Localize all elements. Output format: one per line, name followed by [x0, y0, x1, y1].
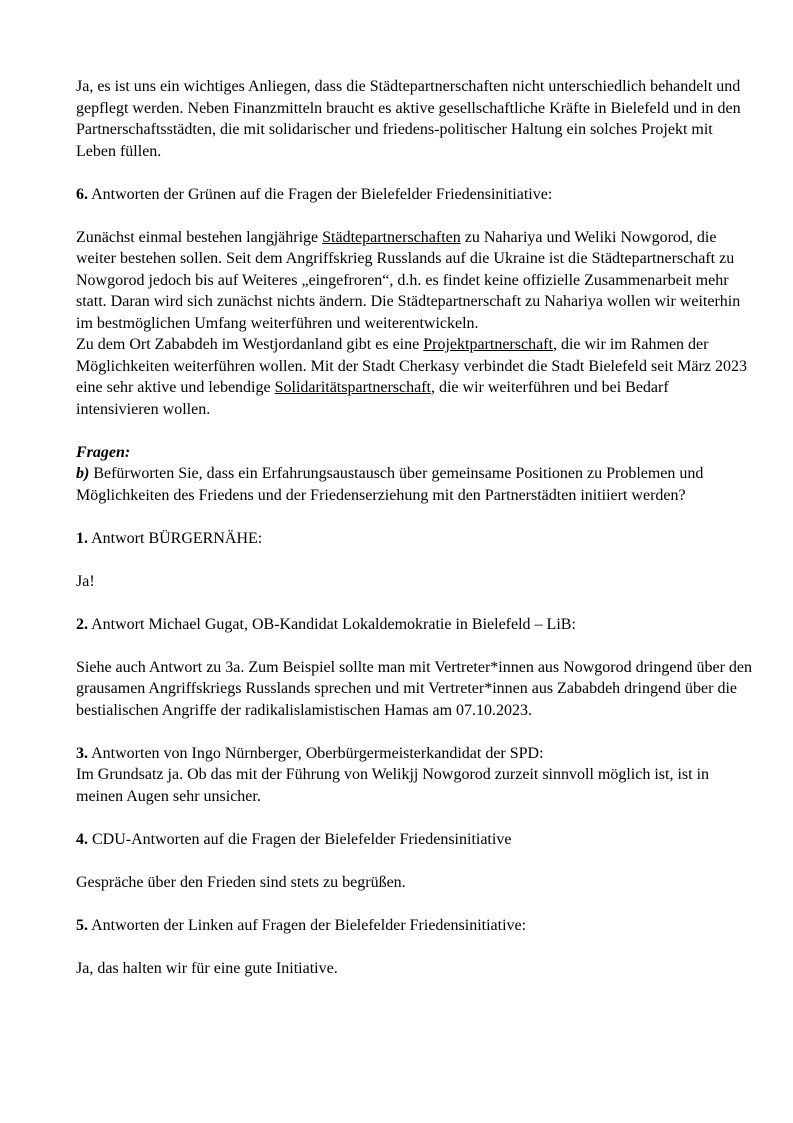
answer-number: 1.: [76, 529, 88, 547]
answer-6-text: Zunächst einmal bestehen langjährige: [76, 228, 323, 246]
answer-3-text: Im Grundsatz ja. Ob das mit der Führung von Welikjj Nowgorod zurzeit sinnvoll möglich ist, ist in meinen Augen sehr unsicher.: [76, 766, 710, 805]
question-label: b): [76, 465, 90, 482]
answer-number: 2.: [76, 615, 88, 633]
answer-6-text: zu Nahariya und Weliki Nowgorod, die weiter bestehen sollen. Seit dem Angriffskrieg Russlands auf die Ukraine ist die Städtepartnerschaft zu Nowgorod jedoch bis auf Weiteres „eingefroren“, d.h. es findet keine offizielle Zusammenarbeit mehr statt. Daran wird sich zunächst nichts ändern. Die Städtepartnerschaft zu Nahariya wollen wir weiterhin im bestmöglichen Umfang weiterführen und weiterentwickeln.: [76, 228, 741, 332]
answer-2-text: Siehe auch Antwort zu 3a. Zum Beispiel sollte man mit Vertreter*innen aus Nowgorod dringend über den grausamen Angriffskriegs Russlands sprechen und mit Vertreter*innen aus Zababdeh dringend über die bestialischen Angriffe der radikalislamistischen Hamas am 07.10.2023.: [76, 658, 752, 719]
answer-number: 6.: [76, 185, 88, 203]
answer-number: 3.: [76, 744, 88, 762]
question-text: Befürworten Sie, dass ein Erfahrungsaustausch über gemeinsame Positionen zu Problemen und Möglichkeiten des Friedens und der Friedenserziehung mit den Partnerstädten initiiert werden?: [76, 465, 704, 504]
answer-3-heading: [76, 743, 753, 765]
answer-number: 5.: [76, 916, 88, 934]
answer-heading-text: Antworten von Ingo Nürnberger, Oberbürgermeisterkandidat der SPD:: [88, 744, 544, 762]
answer-heading-text: Antwort BÜRGERNÄHE:: [88, 529, 263, 547]
link-solidaritaetspartnerschaft[interactable]: Solidaritätspartnerschaft: [274, 379, 431, 396]
answer-heading-text: Antworten der Linken auf Fragen der Bielefelder Friedensinitiative:: [88, 916, 527, 934]
answer-heading-text: Antworten der Grünen auf die Fragen der Bielefelder Friedensinitiative:: [88, 185, 553, 203]
intro-paragraph: Ja, es ist uns ein wichtiges Anliegen, dass die Städtepartnerschaften nicht unterschiedlich behandelt und gepflegt werden. Neben Finanzmitteln braucht es aktive gesellschaftliche Kräfte in Bielefeld und in den Partnerschaftsstädten, die mit solidarischer und friedens-politischer Haltung ein solches Projekt mit Leben füllen.: [76, 78, 741, 160]
answer-6-paragraph-2: [76, 334, 753, 420]
answer-4-heading: [76, 829, 753, 851]
answer-6-text: , die wir weiterführen und bei Bedarf intensivieren wollen.: [76, 379, 669, 418]
answer-6-paragraph: [76, 227, 753, 335]
questions-heading: Fragen:: [76, 443, 131, 461]
answer-6-text: , die wir im Rahmen der Möglichkeiten weiterführen wollen. Mit der Stadt Cherkasy verbindet die Stadt Bielefeld seit März 2023 eine sehr aktive und lebendige: [76, 336, 747, 396]
link-projektpartnerschaft[interactable]: Projektpartnerschaft: [423, 336, 553, 353]
answer-6-text: Zu dem Ort Zababdeh im Westjordanland gibt es eine: [76, 336, 424, 353]
answer-2-heading: [76, 614, 753, 636]
question-b: [76, 463, 753, 506]
answer-5-heading: [76, 915, 753, 937]
answer-1-heading: [76, 528, 753, 550]
answer-heading-text: Antwort Michael Gugat, OB-Kandidat Lokaldemokratie in Bielefeld – LiB:: [88, 615, 576, 633]
answer-5-text: Ja, das halten wir für eine gute Initiative.: [76, 959, 338, 977]
answer-1-text: Ja!: [76, 572, 95, 590]
answer-6-heading: [76, 184, 753, 206]
link-staedtepartnerschaften[interactable]: Städtepartnerschaften: [322, 228, 461, 246]
answer-4-text: Gespräche über den Frieden sind stets zu begrüßen.: [76, 873, 406, 891]
answer-number: 4.: [76, 830, 88, 848]
answer-heading-text: CDU-Antworten auf die Fragen der Bielefelder Friedensinitiative: [88, 830, 512, 848]
